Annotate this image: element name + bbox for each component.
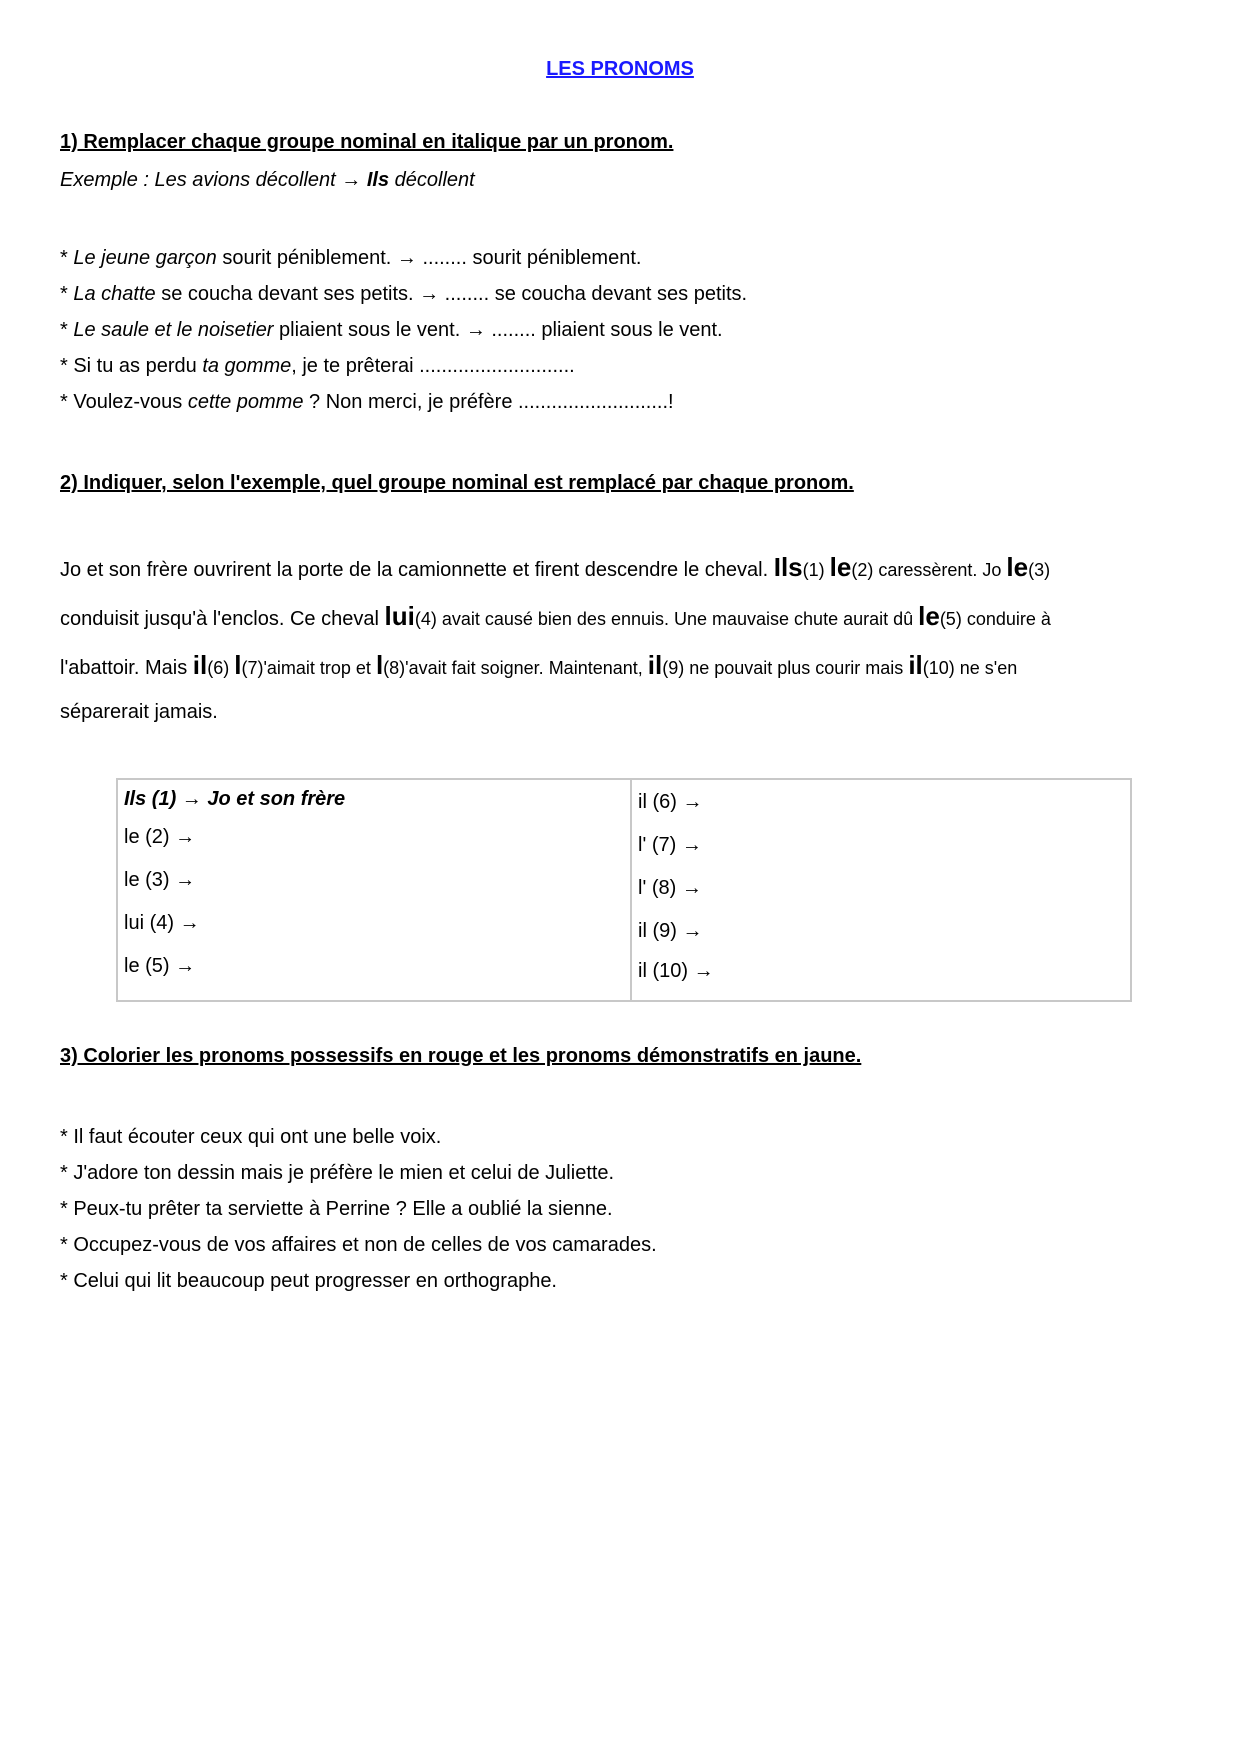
pronoun-5: le [918, 601, 940, 631]
pronoun-8: l [375, 650, 384, 680]
para-text: (10) ne s'en [922, 658, 1018, 678]
pronoun-7: l [234, 650, 242, 680]
item-italic: La chatte [73, 283, 156, 305]
item-text: * [60, 319, 74, 341]
answer-table-left-column [118, 780, 632, 1000]
para-text: (1) [802, 560, 830, 580]
item-text: pliaient sous le vent. → ........ pliaient sous le vent. [273, 319, 723, 341]
item-text: * [60, 283, 74, 305]
table-cell: l' (8) → [638, 877, 702, 899]
exercise-1-heading: 1) Remplacer chaque groupe nominal en italique par un pronom. [60, 131, 674, 153]
paragraph-line-4: séparerait jamais. [60, 701, 218, 723]
para-text: (6) [207, 658, 235, 678]
exercise-1-item [60, 246, 641, 270]
paragraph-line-1 [60, 552, 1051, 582]
table-cell: le (2) → [124, 826, 196, 848]
para-text: (5) conduire à [939, 609, 1051, 629]
item-italic: Le jeune garçon [73, 247, 217, 269]
pronoun-1: Ils [773, 552, 803, 582]
item-italic: ta gomme [202, 355, 292, 377]
table-cell: le (5) → [124, 955, 196, 977]
para-text: (7)'aimait trop et [241, 658, 376, 678]
page-title: LES PRONOMS [546, 58, 694, 80]
example-prefix: Exemple : Les avions décollent → [60, 169, 367, 191]
exercise-3-item: * Celui qui lit beaucoup peut progresser en orthographe. [60, 1270, 557, 1292]
exercise-3-heading: 3) Colorier les pronoms possessifs en rouge et les pronoms démonstratifs en jaune. [60, 1045, 862, 1067]
exercise-1-item [60, 282, 747, 306]
example-bold: Ils [366, 169, 390, 191]
item-text: sourit péniblement. → ........ sourit péniblement. [216, 247, 642, 269]
table-cell: il (10) → [638, 960, 714, 982]
para-text: (4) avait causé bien des ennuis. Une mauvaise chute aurait dû [414, 609, 919, 629]
para-text: (9) ne pouvait plus courir mais [662, 658, 909, 678]
table-cell: il (6) → [638, 791, 703, 813]
exercise-2-heading: 2) Indiquer, selon l'exemple, quel groupe nominal est remplacé par chaque pronom. [60, 472, 854, 494]
answer-table-right-column [632, 780, 1130, 1000]
item-text: * Si tu as perdu [60, 355, 203, 377]
exercise-1-item [60, 390, 674, 414]
exercise-1-example [60, 168, 475, 192]
table-cell: lui (4) → [124, 912, 200, 934]
pronoun-9: il [647, 650, 663, 680]
exercise-3-item: * Peux-tu prêter ta serviette à Perrine ? Elle a oublié la sienne. [60, 1198, 613, 1220]
paragraph-line-3 [60, 650, 1018, 680]
table-cell: le (3) → [124, 869, 196, 891]
answer-table [116, 778, 1132, 1002]
para-text: (8)'avait fait soigner. Maintenant, [383, 658, 648, 678]
exercise-3-item: * J'adore ton dessin mais je préfère le mien et celui de Juliette. [60, 1162, 615, 1184]
item-text: * [60, 247, 74, 269]
pronoun-2: le [829, 552, 852, 582]
exercise-1-item [60, 354, 575, 378]
exercise-3-item: * Il faut écouter ceux qui ont une belle voix. [60, 1126, 442, 1148]
para-text: l'abattoir. Mais [60, 657, 193, 679]
para-text: Jo et son frère ouvrirent la porte de la camionnette et firent descendre le cheval. [60, 559, 774, 581]
item-text: se coucha devant ses petits. → ........ se coucha devant ses petits. [155, 283, 748, 305]
item-italic: Le saule et le noisetier [73, 319, 274, 341]
para-text: conduisit jusqu'à l'enclos. Ce cheval [60, 608, 385, 630]
item-text: ? Non merci, je préfère ...........................! [303, 391, 674, 413]
table-cell: il (9) → [638, 920, 703, 942]
para-text: (3) [1028, 560, 1051, 580]
pronoun-10: il [908, 650, 923, 680]
paragraph-line-2 [60, 601, 1051, 631]
item-italic: cette pomme [187, 391, 304, 413]
exercise-3-item: * Occupez-vous de vos affaires et non de celles de vos camarades. [60, 1234, 657, 1256]
item-text: * Voulez-vous [60, 391, 188, 413]
exercise-1-item [60, 318, 723, 342]
pronoun-3: le [1006, 552, 1029, 582]
pronoun-6: il [192, 650, 208, 680]
table-cell: l' (7) → [638, 834, 702, 856]
pronoun-4: lui [384, 601, 415, 631]
para-text: (2) caressèrent. Jo [851, 560, 1007, 580]
example-suffix: décollent [389, 169, 475, 191]
table-cell-example: Ils (1) → Jo et son frère [124, 788, 346, 810]
item-text: , je te prêterai ............................ [291, 355, 575, 377]
